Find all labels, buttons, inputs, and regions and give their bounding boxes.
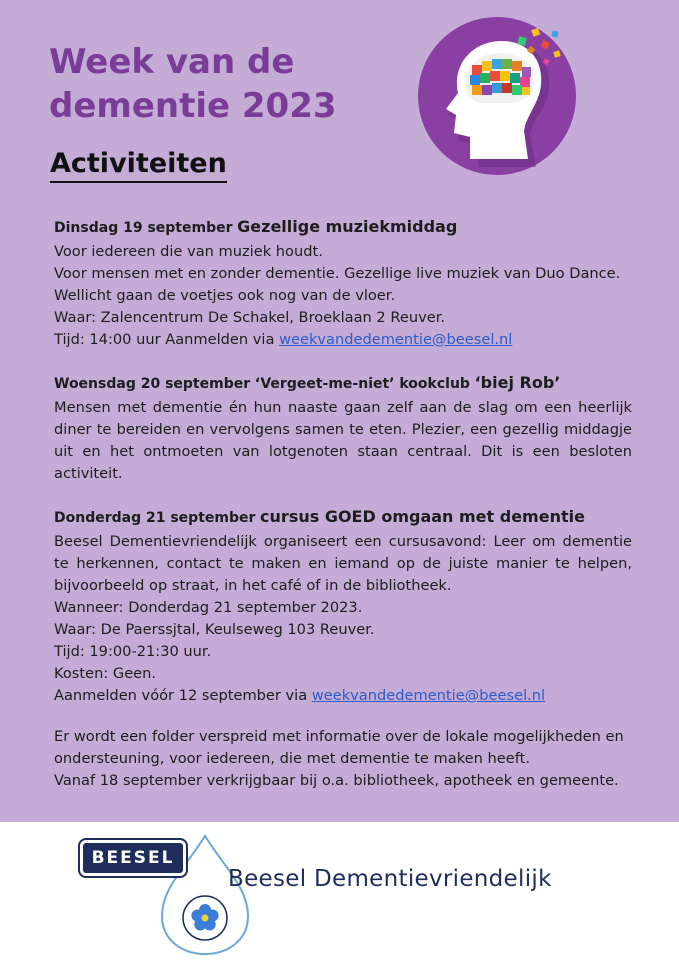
- event-thursday: [54, 504, 632, 707]
- event-register-line: [54, 685, 632, 707]
- event-line: Kosten: Geen.: [54, 665, 157, 682]
- event-day: Donderdag 21 september: [54, 510, 256, 526]
- event-register-text: Aanmelden vóór 12 september via: [54, 687, 312, 704]
- title-line-2: dementie 2023: [49, 86, 337, 126]
- email-link[interactable]: weekvandedementie@beesel.nl: [311, 687, 546, 704]
- closing-line: Vanaf 18 september verkrijgbaar bij o.a. bibliotheek, apotheek en gemeente.: [54, 772, 619, 789]
- event-line: Wellicht gaan de voetjes ook nog van de vloer.: [54, 287, 396, 304]
- activities-content: [54, 214, 632, 811]
- event-heading: [54, 370, 632, 397]
- event-day: Dinsdag 19 september: [54, 220, 233, 236]
- brain-puzzle-icon: [418, 17, 576, 175]
- brand-name: Beesel Dementievriendelijk: [228, 866, 552, 892]
- closing-paragraph: Er wordt een folder verspreid met informatie over de lokale mogelijkheden en ondersteuning, voor iedereen, die met dementie te maken heeft.: [54, 728, 624, 767]
- event-line: Waar: De Paerssjtal, Keulseweg 103 Reuver.: [54, 621, 375, 638]
- event-heading: [54, 214, 632, 241]
- event-tuesday: [54, 214, 632, 351]
- page-subtitle: Activiteiten: [50, 148, 227, 183]
- event-description: Beesel Dementievriendelijk organiseert een cursusavond: Leer om dementie te herkennen, contact te maken en iemand op de juiste manier te helpen, bijvoorbeeld op straat, in het café of in de bibliotheek.: [54, 533, 632, 594]
- event-line: Waar: Zalencentrum De Schakel, Broeklaan 2 Reuver.: [54, 309, 445, 326]
- event-wednesday: [54, 370, 632, 485]
- closing-note: [54, 726, 632, 792]
- event-line: Voor iedereen die van muziek houdt.: [54, 243, 323, 260]
- event-topic: ‘Vergeet-me-niet’ kookclub: [254, 376, 470, 392]
- event-time-line: [54, 329, 632, 351]
- event-line: Tijd: 19:00-21:30 uur.: [54, 643, 212, 660]
- beesel-sign: BEESEL: [80, 840, 186, 876]
- event-heading: [54, 504, 632, 531]
- page-title: [49, 40, 337, 128]
- event-line: Wanneer: Donderdag 21 september 2023.: [54, 599, 363, 616]
- event-topic-highlight: ‘biej Rob’: [474, 373, 561, 392]
- email-link[interactable]: weekvandedementie@beesel.nl: [279, 331, 513, 348]
- title-line-1: Week van de: [49, 42, 295, 82]
- event-description: Mensen met dementie én hun naaste gaan zelf aan de slag om een heerlijk diner te bereiden en vervolgens samen te eten. Plezier, een gezellig middagje uit en het ontmoeten van lotgenoten staan centraal. Dit is een besloten activiteit.: [54, 399, 632, 482]
- event-line: Voor mensen met en zonder dementie. Gezellige live muziek van Duo Dance.: [54, 265, 621, 282]
- event-topic: cursus GOED omgaan met dementie: [260, 507, 585, 526]
- event-topic: Gezellige muziekmiddag: [237, 217, 458, 236]
- event-day: Woensdag 20 september: [54, 376, 251, 392]
- footer: [0, 822, 679, 960]
- event-time-text: Tijd: 14:00 uur Aanmelden via: [54, 331, 280, 348]
